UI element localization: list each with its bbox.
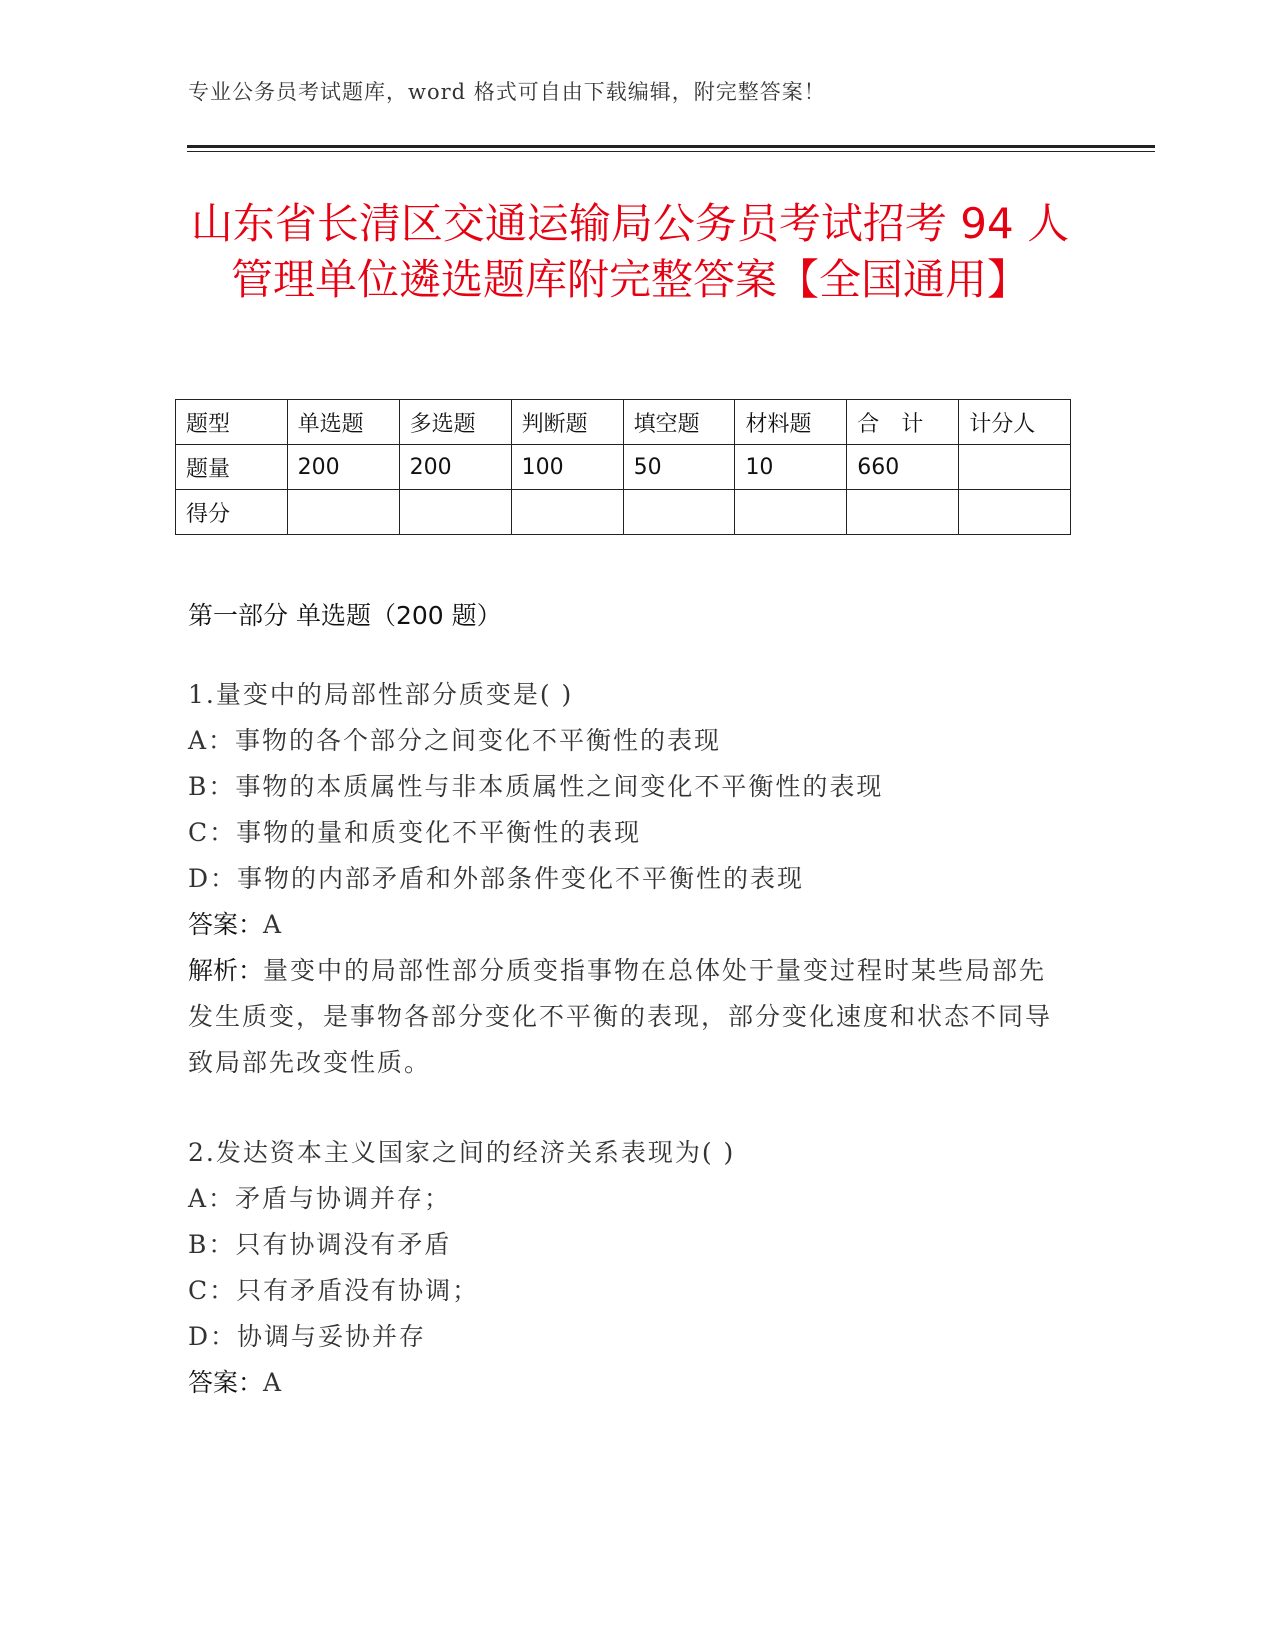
document-title: 山东省长清区交通运输局公务员考试招考 94 人管理单位遴选题库附完整答案【全国通用】: [190, 199, 1070, 304]
table-cell: 题量: [176, 445, 288, 490]
table-cell: [959, 490, 1071, 535]
option-a: A：事物的各个部分之间变化不平衡性的表现: [188, 726, 722, 755]
answer-line: [188, 1360, 735, 1406]
explanation-label: 解析：: [188, 956, 264, 985]
option-d: D：协调与妥协并存: [188, 1322, 427, 1351]
header-rule-thick: [187, 145, 1155, 148]
table-cell: [847, 490, 959, 535]
table-cell: 50: [623, 445, 735, 490]
table-cell: [959, 445, 1071, 490]
answer-value: A: [263, 910, 284, 939]
option-d: D：事物的内部矛盾和外部条件变化不平衡性的表现: [188, 864, 805, 893]
explanation: [188, 948, 1068, 1086]
table-cell: 10: [735, 445, 847, 490]
table-cell: [399, 490, 511, 535]
table-cell: 200: [399, 445, 511, 490]
option-c: C：只有矛盾没有协调；: [188, 1276, 480, 1305]
answer-label: 答案：: [188, 1368, 264, 1397]
score-table: [175, 399, 1071, 535]
section-title: 第一部分 单选题（200 题）: [188, 601, 502, 630]
table-cell: 材料题: [735, 400, 847, 445]
header-note: 专业公务员考试题库，word 格式可自由下载编辑，附完整答案！: [188, 80, 826, 104]
table-row-headers: [176, 400, 1071, 445]
table-cell: 200: [287, 445, 399, 490]
question-2: [188, 1130, 735, 1406]
header-rule-thin: [187, 151, 1155, 152]
table-row-count: [176, 445, 1071, 490]
table-cell: 多选题: [399, 400, 511, 445]
table-cell: 单选题: [287, 400, 399, 445]
option-c: C：事物的量和质变化不平衡性的表现: [188, 818, 642, 847]
answer-line: [188, 902, 1068, 948]
question-stem: 2.发达资本主义国家之间的经济关系表现为( ): [188, 1138, 736, 1167]
table-cell: 题型: [176, 400, 288, 445]
table-cell: 660: [847, 445, 959, 490]
table-cell: 合 计: [847, 400, 959, 445]
table-cell: 100: [511, 445, 623, 490]
table-cell: [735, 490, 847, 535]
option-b: B：事物的本质属性与非本质属性之间变化不平衡性的表现: [188, 772, 884, 801]
table-cell: [287, 490, 399, 535]
answer-label: 答案：: [188, 910, 264, 939]
question-1: [188, 672, 1068, 1086]
option-a: A：矛盾与协调并存；: [188, 1184, 452, 1213]
table-row-score: [176, 490, 1071, 535]
question-stem: 1.量变中的局部性部分质变是( ): [188, 680, 574, 709]
explanation-text: 量变中的局部性部分质变指事物在总体处于量变过程时某些局部先发生质变，是事物各部分变化不平衡的表现，部分变化速度和状态不同导致局部先改变性质。: [188, 956, 1053, 1077]
table-cell: 计分人: [959, 400, 1071, 445]
option-b: B：只有协调没有矛盾: [188, 1230, 452, 1259]
answer-value: A: [263, 1368, 284, 1397]
table-cell: 判断题: [511, 400, 623, 445]
table-cell: 得分: [176, 490, 288, 535]
table-cell: [623, 490, 735, 535]
table-cell: 填空题: [623, 400, 735, 445]
table-cell: [511, 490, 623, 535]
